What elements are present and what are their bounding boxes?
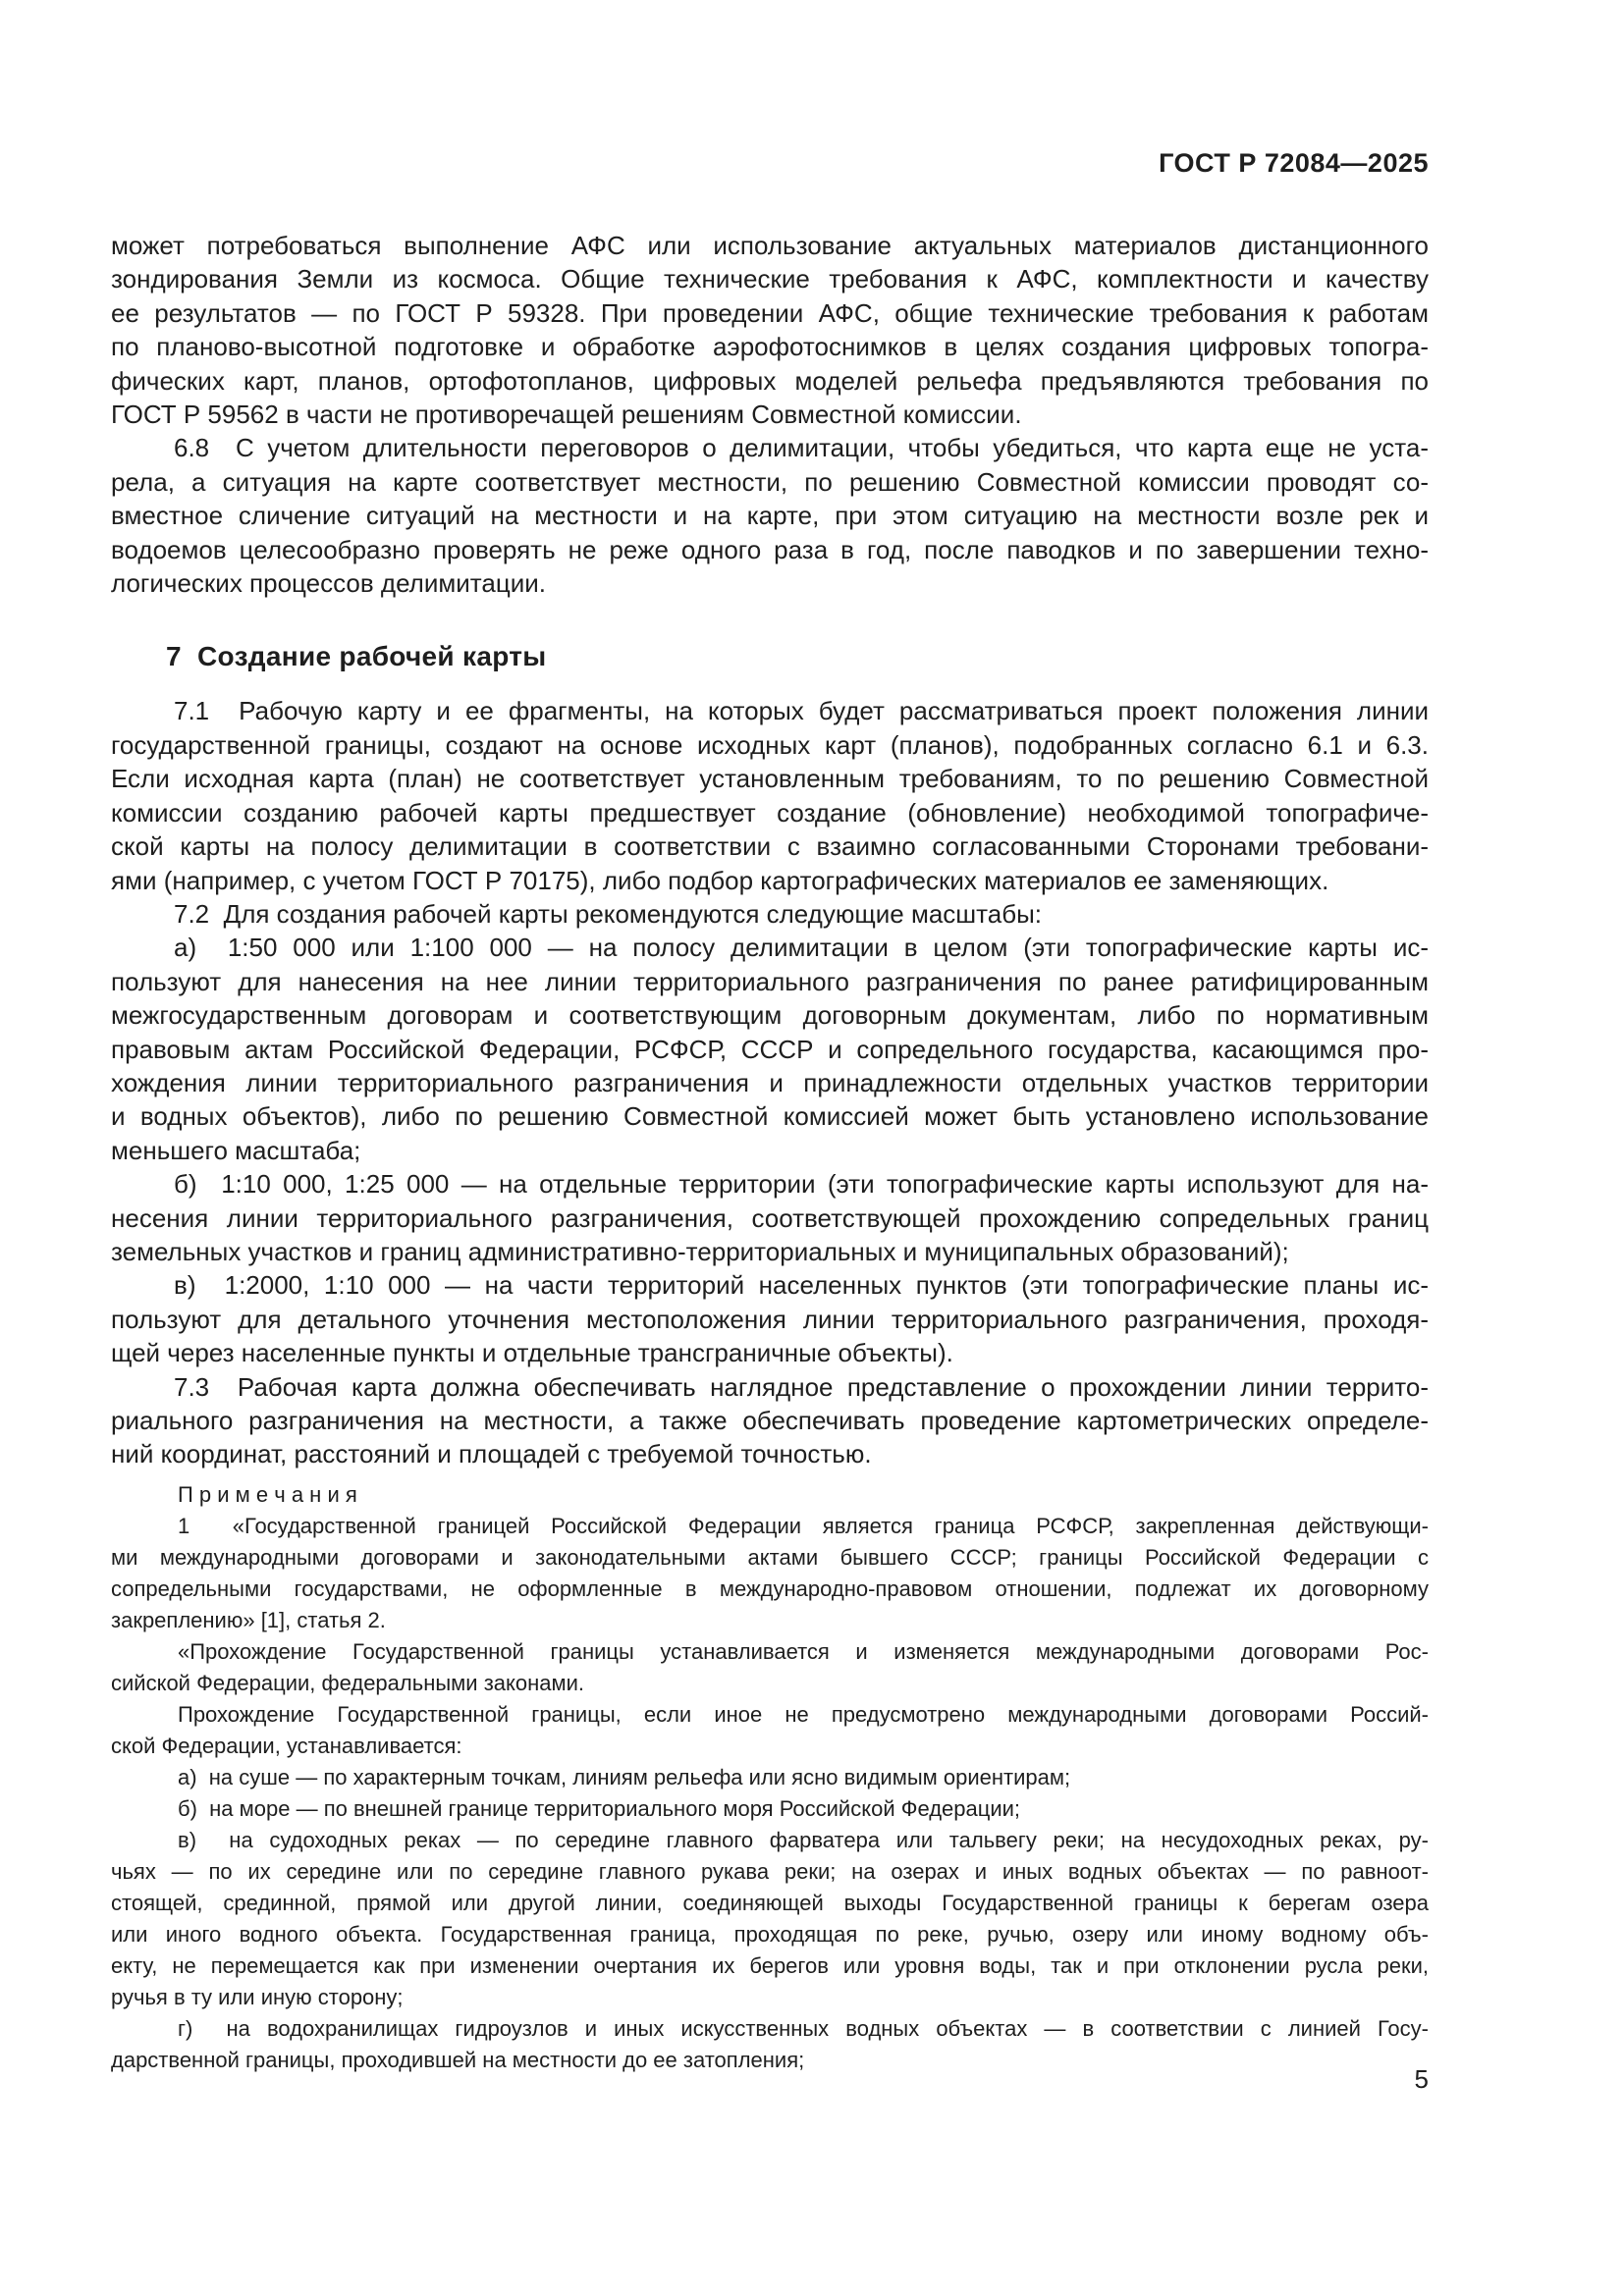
- running-header-doc-code: ГОСТ Р 72084—2025: [1159, 148, 1429, 178]
- section-7-heading: 7 Создание рабочей карты: [166, 641, 547, 672]
- text-line: 7.2 Для создания рабочей карты рекомендуются следующие масштабы:: [174, 898, 1043, 929]
- text-line: правовым актам Российской Федерации, РСФСР, СССР и сопредельного государства, касающимся про-: [111, 1034, 1429, 1064]
- text-line: и водных объектов), либо по решению Совместной комиссией может быть установлено использование: [111, 1101, 1429, 1132]
- text-line: земельных участков и границ административно-территориальных и муниципальных образований);: [111, 1236, 1289, 1266]
- text-line: ской Федерации, устанавливается:: [111, 1733, 462, 1758]
- text-line: межгосударственным договорам и соответствующим договорным документам, либо по нормативным: [111, 1000, 1429, 1031]
- document-body: [111, 0, 1429, 2076]
- text-line: хождения линии территориального разграничения и принадлежности отдельных участков территории: [111, 1067, 1429, 1097]
- list-item-v: [111, 1268, 1429, 1369]
- para-6-7-continuation: [111, 229, 1429, 431]
- text-line: б) 1:10 000, 1:25 000 — на отдельные территории (эти топографические карты используют для на-: [174, 1169, 1429, 1200]
- text-line: щей через населенные пункты и отдельные трансграничные объекты).: [111, 1338, 953, 1368]
- text-line: «Прохождение Государственной границы устанавливается и изменяется международными договорами Рос-: [178, 1638, 1429, 1664]
- note-item-b: [111, 1793, 1429, 1825]
- text-line: может потребоваться выполнение АФС или использование актуальных материалов дистанционного: [111, 231, 1429, 260]
- note-1-passage-2: [111, 1636, 1429, 1699]
- text-line: или иного водного объекта. Государственная граница, проходящая по реке, ручью, озеру или иному водному объ-: [111, 1921, 1429, 1947]
- text-line: рела, а ситуация на карте соответствует местности, по решению Совместной комиссии проводят со-: [111, 466, 1429, 497]
- text-line: ее результатов — по ГОСТ Р 59328. При проведении АФС, общие технические требования к работам: [111, 297, 1429, 328]
- text-line: сийской Федерации, федеральными законами.: [111, 1670, 585, 1695]
- text-line: риального разграничения на местности, а также обеспечивать проведение картометрических определе-: [111, 1406, 1429, 1435]
- text-line: 1 «Государственной границей Российской Федерации является граница РСФСР, закрепленная действующи-: [178, 1513, 1429, 1538]
- text-line: в) на судоходных реках — по середине главного фарватера или тальвегу реки; на несудоходных реках, ру-: [178, 1827, 1429, 1852]
- text-line: вместное сличение ситуаций на местности и на карте, при этом ситуацию на местности возле рек и: [111, 501, 1429, 531]
- text-line: 7.1 Рабочую карту и ее фрагменты, на которых будет рассматриваться проект положения линии: [174, 696, 1429, 726]
- text-line: комиссии созданию рабочей карты предшествует создание (обновление) необходимой топографиче-: [111, 797, 1429, 828]
- note-item-a: [111, 1762, 1429, 1793]
- note-1-passage-3: [111, 1699, 1429, 1762]
- para-7-1: [111, 694, 1429, 896]
- text-line: Прохождение Государственной границы, если иное не предусмотрено международными договорами Россий-: [178, 1701, 1429, 1727]
- text-line: по планово-высотной подготовке и обработке аэрофотоснимков в целях создания цифровых топогра-: [111, 332, 1429, 362]
- text-line: стоящей, срединной, прямой или другой линии, соединяющей выходы Государственной границы к берегам озера: [111, 1890, 1429, 1915]
- text-line: в) 1:2000, 1:10 000 — на части территорий населенных пунктов (эти топографические планы ис-: [174, 1270, 1429, 1301]
- text-line: а) 1:50 000 или 1:100 000 — на полосу делимитации в целом (эти топографические карты ис-: [174, 933, 1429, 963]
- note-1: [111, 1511, 1429, 1636]
- text-line: сопредельными государствами, не оформленные в международно-правовом отношении, подлежат их договорному: [111, 1575, 1429, 1601]
- text-line: ями (например, с учетом ГОСТ Р 70175), либо подбор картографических материалов ее заменяющих.: [111, 865, 1329, 895]
- text-line: ручья в ту или иную сторону;: [111, 1984, 404, 2009]
- text-line: ской карты на полосу делимитации в соответствии с взаимно согласованными Сторонами требовани-: [111, 831, 1429, 862]
- text-line: ГОСТ Р 59562 в части не противоречащей решениям Совместной комиссии.: [111, 400, 1022, 430]
- page-number: 5: [1414, 2064, 1429, 2094]
- list-item-a: [111, 931, 1429, 1167]
- text-line: логических процессов делимитации.: [111, 568, 547, 599]
- text-line: ний координат, расстояний и площадей с требуемой точностью.: [111, 1439, 872, 1469]
- text-line: пользуют для детального уточнения местоположения линии территориального разграничения, проходя-: [111, 1304, 1429, 1334]
- para-7-3: [111, 1370, 1429, 1471]
- text-line: фических карт, планов, ортофотопланов, цифровых моделей рельефа предъявляются требования по: [111, 365, 1429, 396]
- text-line: 6.8 С учетом длительности переговоров о делимитации, чтобы убедиться, что карта еще не уста-: [174, 433, 1429, 463]
- text-line: ми международными договорами и законодательными актами бывшего СССР; границы Российской Федерации с: [111, 1544, 1429, 1570]
- list-item-b: [111, 1167, 1429, 1268]
- para-7-2: [111, 897, 1429, 931]
- notes-label: П р и м е ч а н и я: [178, 1481, 357, 1507]
- text-line: 7.3 Рабочая карта должна обеспечивать наглядное представление о прохождении линии террито-: [174, 1371, 1429, 1402]
- text-line: Если исходная карта (план) не соответствует установленным требованиям, то по решению Совместной: [111, 764, 1429, 794]
- text-line: меньшего масштаба;: [111, 1135, 361, 1165]
- text-line: зондирования Земли из космоса. Общие технические требования к АФС, комплектности и качеству: [111, 264, 1429, 294]
- text-line: а) на суше — по характерным точкам, линиям рельефа или ясно видимым ориентирам;: [178, 1764, 1071, 1789]
- para-6-8: [111, 431, 1429, 600]
- text-line: екту, не перемещается как при изменении очертания их берегов или уровня воды, так и при отклонении русла реки,: [111, 1952, 1429, 1978]
- text-line: чьях — по их середине или по середине главного рукава реки; на озерах и иных водных объектах — по равноот-: [111, 1858, 1429, 1884]
- text-line: водоемов целесообразно проверять не реже одного раза в год, после паводков и по завершении техно-: [111, 534, 1429, 564]
- note-item-v: [111, 1825, 1429, 2013]
- text-line: б) на море — по внешней границе территориального моря Российской Федерации;: [178, 1795, 1021, 1821]
- text-line: дарственной границы, проходившей на местности до ее затопления;: [111, 2047, 805, 2072]
- text-line: закреплению» [1], статья 2.: [111, 1607, 386, 1632]
- text-line: государственной границы, создают на основе исходных карт (планов), подобранных согласно 6.1 и 6.3.: [111, 729, 1429, 760]
- text-line: несения линии территориального разграничения, соответствующей прохождению сопредельных границ: [111, 1202, 1429, 1233]
- text-line: пользуют для нанесения на нее линии территориального разграничения по ранее ратифицированным: [111, 966, 1429, 996]
- text-line: г) на водохранилищах гидроузлов и иных искусственных водных объектах — в соответствии с линией Госу-: [178, 2015, 1429, 2041]
